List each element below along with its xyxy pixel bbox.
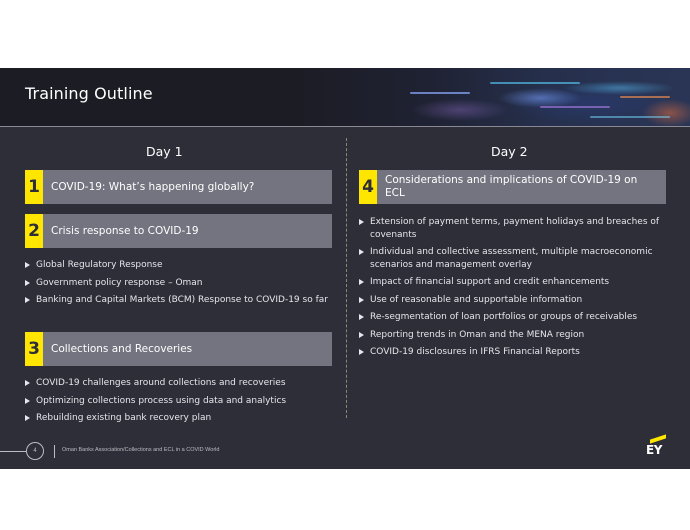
topic-number: 2 [25, 214, 43, 248]
page-title: Training Outline [25, 84, 153, 103]
topic-label: COVID-19: What’s happening globally? [51, 180, 255, 193]
topic-3-bullets [25, 377, 337, 430]
topic-number: 4 [359, 170, 377, 204]
triangle-bullet-icon [359, 219, 364, 225]
column-divider [346, 138, 347, 418]
list-item: Reporting trends in Oman and the MENA region [359, 329, 671, 342]
triangle-bullet-icon [359, 314, 364, 320]
footer-line [0, 451, 26, 452]
triangle-bullet-icon [25, 415, 30, 421]
list-item: Individual and collective assessment, multiple macroeconomic scenarios and management overlay [359, 246, 671, 271]
light-streak [540, 106, 610, 108]
light-streak [620, 96, 670, 98]
header-image [290, 68, 690, 126]
topic-1 [25, 170, 332, 204]
triangle-bullet-icon [25, 380, 30, 386]
light-streak [590, 116, 670, 118]
logo-text: EY [646, 443, 662, 457]
list-item: Use of reasonable and supportable information [359, 294, 671, 307]
light-streak [490, 82, 580, 84]
triangle-bullet-icon [359, 279, 364, 285]
triangle-bullet-icon [25, 297, 30, 303]
list-item: Banking and Capital Markets (BCM) Response to COVID-19 so far [25, 294, 337, 307]
triangle-bullet-icon [359, 332, 364, 338]
day2-title: Day 2 [491, 144, 528, 159]
triangle-bullet-icon [359, 349, 364, 355]
triangle-bullet-icon [359, 249, 364, 255]
list-item: Government policy response – Oman [25, 277, 337, 290]
topic-4 [359, 170, 666, 204]
list-item: Impact of financial support and credit enhancements [359, 276, 671, 289]
slide-footer [0, 440, 690, 464]
list-item: Global Regulatory Response [25, 259, 337, 272]
topic-label: Collections and Recoveries [51, 342, 193, 355]
triangle-bullet-icon [25, 262, 30, 268]
topic-2 [25, 214, 332, 248]
list-item: Re-segmentation of loan portfolios or groups of receivables [359, 311, 671, 324]
topic-label: Considerations and implications of COVID-19 on ECL [385, 174, 638, 199]
light-streak [410, 92, 470, 94]
list-item: Extension of payment terms, payment holidays and breaches of covenants [359, 216, 671, 241]
topic-number: 1 [25, 170, 43, 204]
list-item: Rebuilding existing bank recovery plan [25, 412, 337, 425]
page-number: 4 [26, 442, 44, 460]
slide-header [0, 68, 690, 126]
triangle-bullet-icon [359, 297, 364, 303]
topic-4-bullets [359, 216, 671, 364]
topic-label: Crisis response to COVID-19 [51, 224, 199, 237]
day1-title: Day 1 [146, 144, 183, 159]
topic-number: 3 [25, 332, 43, 366]
footer-text: Oman Banks Association/Collections and ECL in a COVID World [62, 447, 220, 453]
header-divider [0, 126, 690, 127]
list-item: COVID-19 challenges around collections and recoveries [25, 377, 337, 390]
footer-separator [54, 445, 55, 458]
topic-2-bullets [25, 259, 337, 312]
topic-3 [25, 332, 332, 366]
triangle-bullet-icon [25, 280, 30, 286]
slide [0, 68, 690, 469]
list-item: Optimizing collections process using data and analytics [25, 395, 337, 408]
triangle-bullet-icon [25, 398, 30, 404]
list-item: COVID-19 disclosures in IFRS Financial Reports [359, 346, 671, 359]
ey-logo-icon [644, 435, 668, 459]
